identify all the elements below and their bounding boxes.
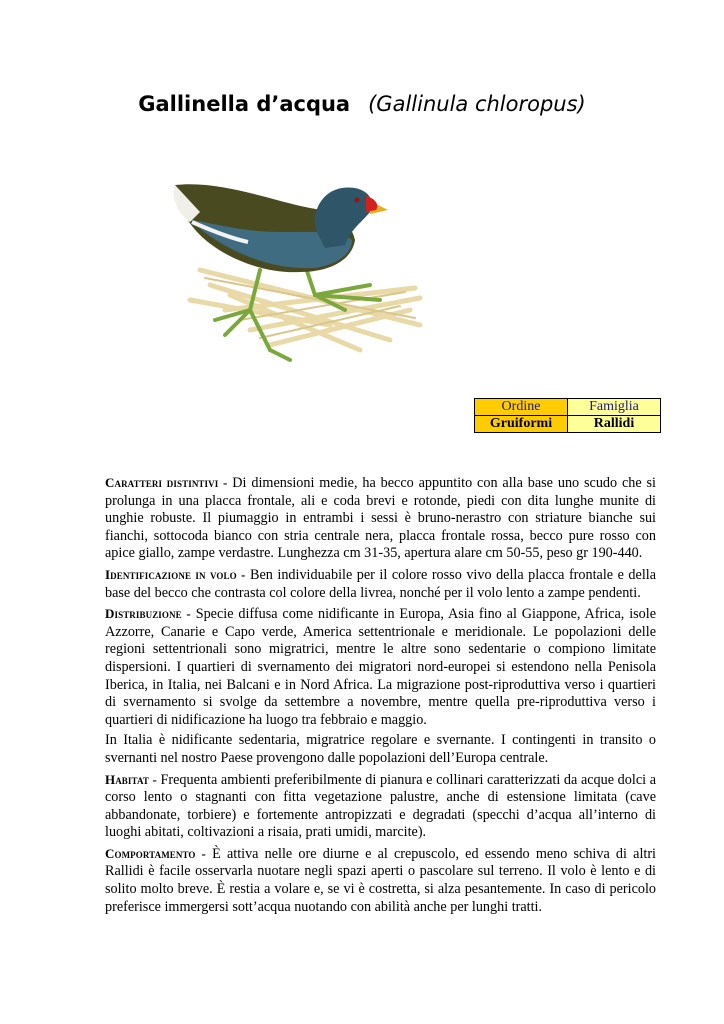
description-body (105, 474, 656, 919)
section-identificazione (105, 566, 656, 602)
section-heading: Comportamento - (105, 845, 206, 861)
section-heading: Habitat - (105, 771, 157, 787)
famiglia-label: Famiglia (568, 399, 661, 416)
section-text: Di dimensioni medie, ha becco appuntito con alla base uno scudo che si prolunga in una placca frontale, ali e coda brevi e rotonde, piedi con dita lunghe munite di unghie robuste. Il piumaggio in entrambi i sessi è bruno-nerastro con striature bianche sui fianchi, sottocoda bianco con stria centrale nera, placca frontale rossa, becco pure rosso con apice giallo, zampe verdastre. Lunghezza cm 31-35, apertura alare cm 50-55, peso gr 190-440. (105, 475, 657, 562)
section-distribuzione (105, 605, 656, 729)
taxonomy-table (474, 398, 661, 433)
section-heading: Caratteri distintivi - (105, 475, 228, 490)
section-text: In Italia è nidificante sedentaria, migratrice regolare e svernante. I contingenti in transito o svernanti nel nostro Paese provengono dalle popolazioni dell’Europa centrale. (105, 732, 656, 766)
section-heading: Distribuzione - (105, 606, 191, 622)
common-name: Gallinella d’acqua (138, 92, 351, 116)
page-title (0, 92, 724, 116)
section-habitat (105, 771, 656, 842)
section-text: Specie diffusa come nidificante in Europa, Asia fino al Giappone, Africa, isole Azzorre, Canarie e Capo verde, America settentrionale e meridionale. Le popolazioni delle regioni settentrionali sono migratrici, mentre le altre sono sedentarie o compiono limitate dispersioni. I quartieri di svernamento dei migratori nord-europei si estendono nella Penisola Iberica, in Italia, nei Balcani e in Nord Africa. La migrazione post-riproduttiva verso i quartieri di svernamento si svolge da settembre a novembre, mentre quella pre-riproduttiva verso i quartieri di nidificazione ha luogo tra febbraio e maggio. (105, 606, 656, 728)
scientific-name: (Gallinula chloropus) (368, 92, 586, 116)
section-distribuzione-italia (105, 732, 656, 767)
section-comportamento (105, 845, 656, 916)
famiglia-value: Rallidi (568, 416, 661, 433)
section-text: È attiva nelle ore diurne e al crepuscolo, ed essendo meno schiva di altri Rallidi è facile osservarla nuotare negli spazi aperti o pascolare sul terreno. Il volo è lento e di solito molto breve. È restia a volare e, se vi è costretta, si alza pesantemente. In caso di pericolo preferisce immergersi sott’acqua nuotando con abilità anche per lunghi tratti. (105, 845, 656, 915)
section-text: Frequenta ambienti preferibilmente di pianura e collinari caratterizzati da acque dolci a corso lento o stagnanti con fitta vegetazione palustre, anche di estensione limitata (cave abbandonate, torbiere) e fortemente antropizzati e degradati (specchi d’acqua all’interno di luoghi abitati, coltivazioni a risaia, prati umidi, marcite). (105, 771, 657, 841)
section-heading: Identificazione in volo - (105, 566, 246, 582)
moorhen-illustration (130, 160, 430, 375)
ordine-label: Ordine (475, 399, 568, 416)
section-text: Ben individuabile per il colore rosso vivo della placca frontale e della base del becco che contrasta col colore della livrea, nonché per il volo lento a zampe pendenti. (105, 566, 656, 601)
ordine-value: Gruiformi (475, 416, 568, 433)
section-caratteri (105, 474, 656, 563)
bird-head (315, 187, 372, 248)
